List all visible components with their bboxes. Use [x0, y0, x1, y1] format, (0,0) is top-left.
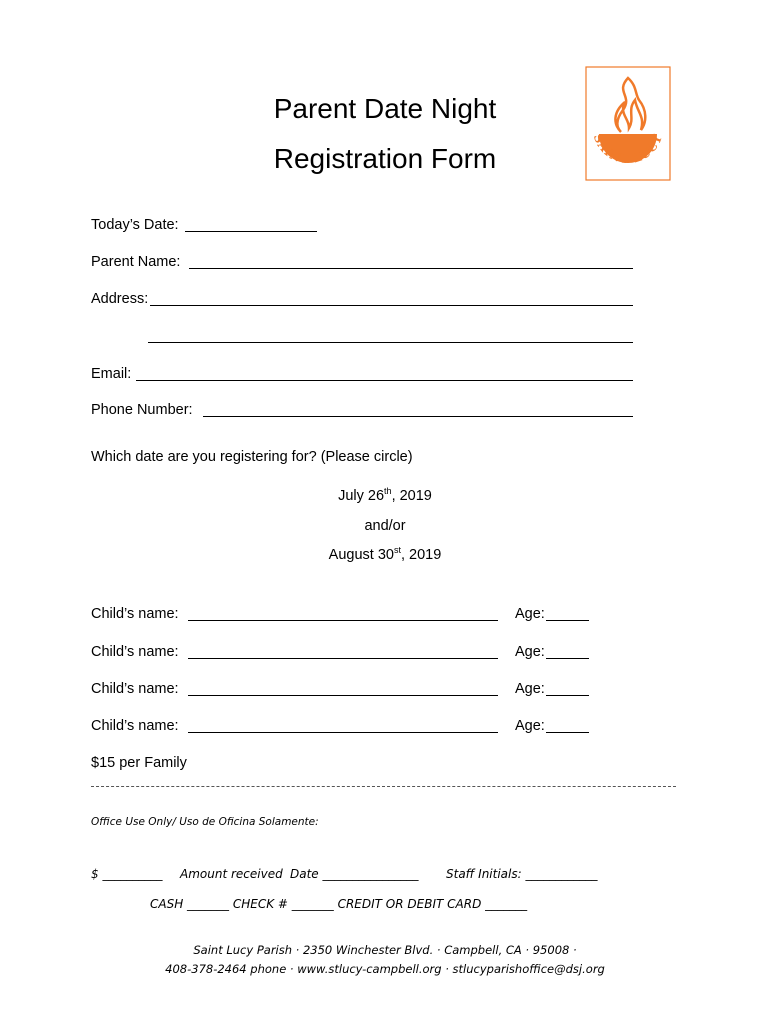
- address-label: Address:: [91, 291, 149, 307]
- date2-suffix: st: [393, 545, 401, 556]
- phone-field[interactable]: [203, 416, 633, 417]
- page-title-line2: Registration Form: [273, 143, 497, 174]
- office-amount-received: Amount received: [180, 867, 283, 881]
- email-field[interactable]: [136, 380, 633, 381]
- child-name-label: Child’s name:: [91, 606, 179, 622]
- office-use-label: Office Use Only/ Uso de Oficina Solamente:: [91, 816, 319, 828]
- date1-main: July 26: [338, 488, 385, 504]
- logo-text: SAINT LUCY: [590, 131, 666, 167]
- child-name-field[interactable]: [188, 620, 498, 621]
- child-name-label: Child’s name:: [91, 644, 179, 660]
- footer-contact: 408-378-2464 phone · www.stlucy-campbell.org · stlucyparishoffice@dsj.org: [165, 962, 605, 976]
- address-field-line2[interactable]: [148, 342, 633, 343]
- phone-label: Phone Number:: [91, 402, 193, 418]
- office-dollar: $ __________: [91, 867, 163, 881]
- parent-name-field[interactable]: [189, 268, 633, 269]
- parent-name-label: Parent Name:: [91, 254, 181, 270]
- child-age-field[interactable]: [546, 658, 589, 659]
- child-age-field[interactable]: [546, 732, 589, 733]
- email-label: Email:: [91, 366, 132, 382]
- child-age-label: Age:: [515, 718, 545, 734]
- todays-date-field[interactable]: [185, 231, 317, 232]
- child-name-field[interactable]: [188, 658, 498, 659]
- page-title-line1: Parent Date Night: [273, 93, 497, 124]
- dashed-divider: [91, 786, 676, 787]
- office-staff-initials: Staff Initials: ____________: [446, 867, 598, 881]
- date2-year: , 2019: [401, 547, 442, 563]
- child-age-label: Age:: [515, 681, 545, 697]
- date-option-july[interactable]: [0, 488, 770, 504]
- child-age-field[interactable]: [546, 620, 589, 621]
- address-field-line1[interactable]: [150, 305, 633, 306]
- child-name-field[interactable]: [188, 732, 498, 733]
- date-option-august[interactable]: [0, 547, 770, 563]
- date2-main: August 30: [328, 547, 394, 563]
- child-age-label: Age:: [515, 606, 545, 622]
- date1-suffix: th: [384, 486, 392, 497]
- child-name-field[interactable]: [188, 695, 498, 696]
- todays-date-label: Today’s Date:: [91, 217, 179, 233]
- and-or-text: and/or: [364, 518, 406, 534]
- child-name-label: Child’s name:: [91, 681, 179, 697]
- date1-year: , 2019: [391, 488, 432, 504]
- office-date: Date ________________: [290, 867, 419, 881]
- date-question: Which date are you registering for? (Please circle): [91, 449, 413, 465]
- office-payment-methods: CASH _______ CHECK # _______ CREDIT OR DEBIT CARD _______: [150, 897, 528, 911]
- child-age-label: Age:: [515, 644, 545, 660]
- footer-address: Saint Lucy Parish · 2350 Winchester Blvd. · Campbell, CA · 95008 ·: [193, 943, 577, 957]
- child-age-field[interactable]: [546, 695, 589, 696]
- child-name-label: Child’s name:: [91, 718, 179, 734]
- price-text: $15 per Family: [91, 755, 187, 771]
